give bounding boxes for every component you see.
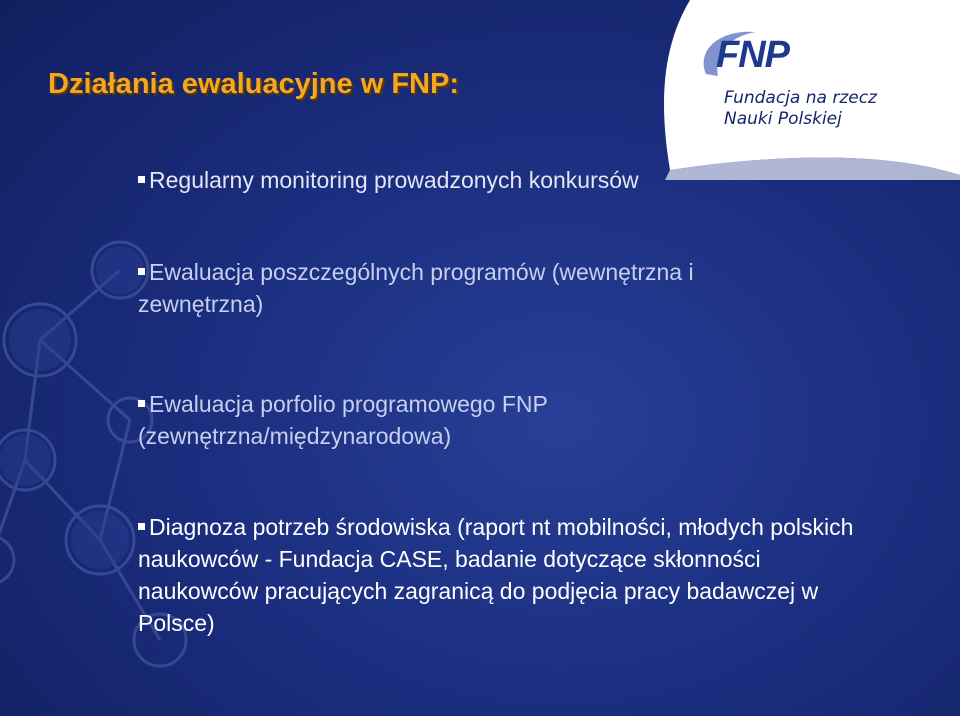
bullet-item-2 (138, 256, 818, 320)
logo-mark: FNP (716, 34, 789, 76)
bullet-text: Regularny monitoring prowadzonych konkursów (149, 167, 639, 193)
bullet-item-1 (138, 164, 858, 196)
bullet-item-3 (138, 388, 698, 452)
bullet-text: Ewaluacja poszczególnych programów (wewnętrzna i zewnętrzna) (138, 259, 694, 317)
logo-area (660, 0, 960, 160)
bullet-square-icon (138, 176, 145, 183)
bullet-square-icon (138, 268, 145, 275)
logo-subtitle (724, 88, 877, 130)
bullet-square-icon (138, 400, 145, 407)
bullet-text: Diagnoza potrzeb środowiska (raport nt mobilności, młodych polskich naukowców - Fundacja CASE, badanie dotyczące skłonności naukowców pracujących zagranicą do podjęcia pracy badawczej w Polsce) (138, 514, 854, 636)
bullet-text: Ewaluacja porfolio programowego FNP (zewnętrzna/międzynarodowa) (138, 391, 548, 449)
logo-subtitle-line2: Nauki Polskiej (724, 109, 842, 129)
slide-title: Działania ewaluacyjne w FNP: (48, 68, 459, 100)
logo-subtitle-line1: Fundacja na rzecz (724, 88, 877, 108)
bullet-square-icon (138, 523, 145, 530)
bullet-item-4 (138, 511, 868, 639)
